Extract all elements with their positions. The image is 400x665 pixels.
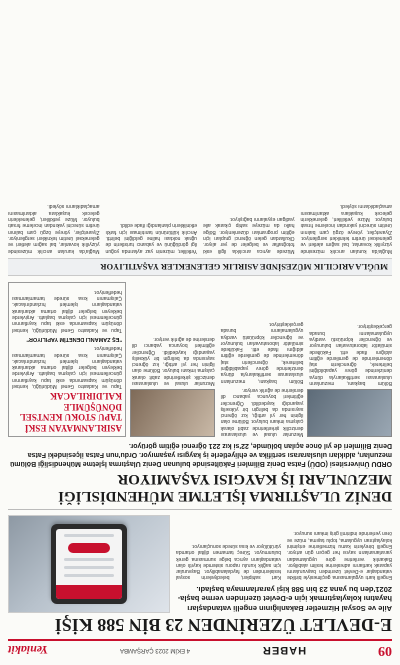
- article-column: Tapu ve Kadastro Genel Müdürlüğü, kentsel dönüşüm kapsamında eski tapu kayıtlarının güncellenmesi için çalışma başlattı. Arşivlerde bekleyen belgeler dijital ortama aktarılarak vatandaşların işlemleri hızlandırılacak. Çalışmanın kısa sürede tamamlanması hedefleniyor. "EŞ ZAMANLI DENETİM YAPILIYOR" Tapu ve Kadastro Genel Müdürlüğü, kentsel dönüşüm kapsamında eski tapu kayıtlarının güncellenmesi için çalışma başlattı. Arşivlerde bekleyen belgeler dijital ortama aktarılarak vatandaşların işlemleri hızlandırılacak. Çalışmanın kısa sürede tamamlanması hedefleniyor.: [12, 288, 122, 389]
- article-column: Engelli kartı uygulamasına geçilmesiyle birlikte vatandaşlar e-Devlet üzerinden başvurularını yaparak kartlarını adreslerine teslim alabiliyor. Bakanlık verilerine göre uygulamadan yararlananların sayısı her geçen gün artıyor. Engelli bireylerin kamu hizmetlerine erişimini kolaylaştıran uygulama, toplu taşıma, müze ve ören yerlerinde indirimli giriş imkanı sunuyor.: [287, 530, 392, 581]
- section-title: HABER: [261, 644, 307, 656]
- students-photo: [130, 389, 215, 437]
- smartphone-image: [51, 524, 127, 604]
- main-story-lede: ORDU Üniversitesi (ODÜ) Fatsa Deniz Bilimleri Fakültesinde bulunan Deniz Ulaştırma İşletme Mühendisliği Bölümü mezunları, aldıkları uluslararası sertifika ve ehliyetlerle iş kaygısı yaşamıyor. Ordu'nun Fatsa ilçesindeki Fatsa Deniz Bilimleri de yıl önce açılan bölümde, 22'si kız 221 öğrenci eğitim görüyor.: [10, 442, 392, 467]
- side-story-box: [8, 282, 126, 437]
- issue-date: 4 EKİM 2023 ÇARŞAMBA: [119, 647, 190, 653]
- article-column: Mezunlar ulusal ve uluslararası denizcilik şirketlerinde zabit olarak çalışma imkanı buluyor. Bölüme olan ilginin her yıl arttığı, kız öğrenci sayısında da belirgin bir yükseliş yaşandığı kaydedildi. Öğrenciler eğitimleri boyunca yabancı dil derslerine de ağırlık veriyor.: [132, 282, 215, 437]
- page-header-strip: [8, 639, 392, 659]
- article-column: Yetkililer, müzenin yaz aylarında yoğun ilgi gördüğünü ve yabancı turistlerin de uğrak noktası haline geldiğini belirtti. Arıcılık kültürünün tanıtılması için farklı etkinliklerin planlandığı ifade edildi.: [105, 222, 197, 254]
- main-headline: DENİZ ULAŞTIRMA İŞLETME MÜHENDİSLİĞİ MEZUNLARI İŞ KAYGISI YAŞAMIYOR: [58, 471, 392, 504]
- article-column: Muğla'da kurulan arıcılık müzesinde yüzyıllık kovanlar, bal sağım aletleri ve geleneksel üretim teknikleri sergileniyor. Ziyaretçiler, yöreye özgü çam balının üretim sürecini yakından inceleme fırsatı buluyor. Müze yetkilileri, geleneklerin gelecek kuşaklara aktarılmasını amaçladıklarını söyledi.: [300, 203, 392, 254]
- ship-photo: [307, 389, 392, 437]
- article-column: Kart sahipleri, belediyelerin sosyal tesislerinden de faydalanabiliyor. Başvurular için sağlık kurulu raporu sistemde kayıtlı olan vatandaşların ayrıca belge sunmasına gerek bulunmuyor. Süreç tamamen dijital ortamda yürütülüyor ve kısa sürede sonuçlanıyor.: [176, 543, 281, 581]
- bottom-story-grid: [8, 200, 392, 253]
- top-story-lede: Aile ve Sosyal Hizmetler Bakanlığının engelli vatandaşları hayatını kolaylaştırmak için e-Devlet üzerinden verme başla- 2021'den bu yana 23 bin 588 kişi yararlanmaya başladı.: [177, 585, 392, 613]
- side-story-subhead: "EŞ ZAMANLI DENETİM YAPILIYOR": [26, 335, 122, 342]
- article-column: Mezunlar ulusal ve uluslararası denizcilik şirketlerinde zabit olarak çalışma imkanı buluyor. Bölüme olan ilginin her yıl arttığı, kız öğrenci sayısında da belirgin bir yükseliş yaşandığı kaydedildi. Öğrenciler eğitimleri boyunca yabancı dil derslerine de ağırlık veriyor. Bölüm başkanı, mezunların uluslararası sertifikalarıyla dünya denizlerinde görev yapabildiğini belirterek, öğrencilerin staj dönemlerinde de gemilerde eğitim aldığını ifade etti. Fakültede simülatör laboratuvarları bulunuyor ve öğrenciler köprüüstü vardiya uygulamalarını burada gerçekleştiriyor.: [220, 320, 304, 437]
- phone-photo: [8, 515, 170, 613]
- main-story-row: [8, 282, 392, 437]
- article-column: Müzede ayrıca arıcılıkla ilgili eski fotoğraflar ve belgeler de yer alıyor. Okullardan gelen öğrenci grupları için eğitim programları düzenleniyor. Bölge halkı da müzeye sahip çıkarak aile yadigarı eşyalarını bağışlıyor.: [203, 216, 295, 254]
- top-story-row: [8, 515, 392, 613]
- top-story-text: [176, 515, 392, 613]
- top-headline: E-DEVLET ÜZERİNDEN 23 BİN 588 KİŞİ: [54, 615, 392, 635]
- article-column: Bölüm başkanı, mezunların uluslararası sertifikalarıyla dünya denizlerinde görev yapabildiğini belirterek, öğrencilerin staj dönemlerinde de gemilerde eğitim aldığını ifade etti. Fakültede simülatör laboratuvarları bulunuyor ve öğrenciler köprüüstü vardiya uygulamalarını burada gerçekleştiriyor.: [309, 282, 392, 437]
- side-story-headline: ASIRLANMAYAN ESKİ TAPU STOKU KENTSEL DÖNÜŞÜMLE KALDIRILACAK: [20, 391, 122, 433]
- newspaper-logo: Yeniakit: [8, 643, 49, 658]
- band-headline: MUĞLA ARICILIK MÜZESİNDE ASIRLIK GELENEKLER YAŞATILIYOR: [8, 258, 392, 276]
- page-number: 09: [378, 643, 392, 658]
- article-column: Muğla'da kurulan arıcılık müzesinde yüzyıllık kovanlar, bal sağım aletleri ve geleneksel üretim teknikleri sergileniyor. Ziyaretçiler, yöreye özgü çam balının üretim sürecini yakından inceleme fırsatı buluyor. Müze yetkilileri, geleneklerin gelecek kuşaklara aktarılmasını amaçladıklarını söyledi.: [8, 203, 100, 254]
